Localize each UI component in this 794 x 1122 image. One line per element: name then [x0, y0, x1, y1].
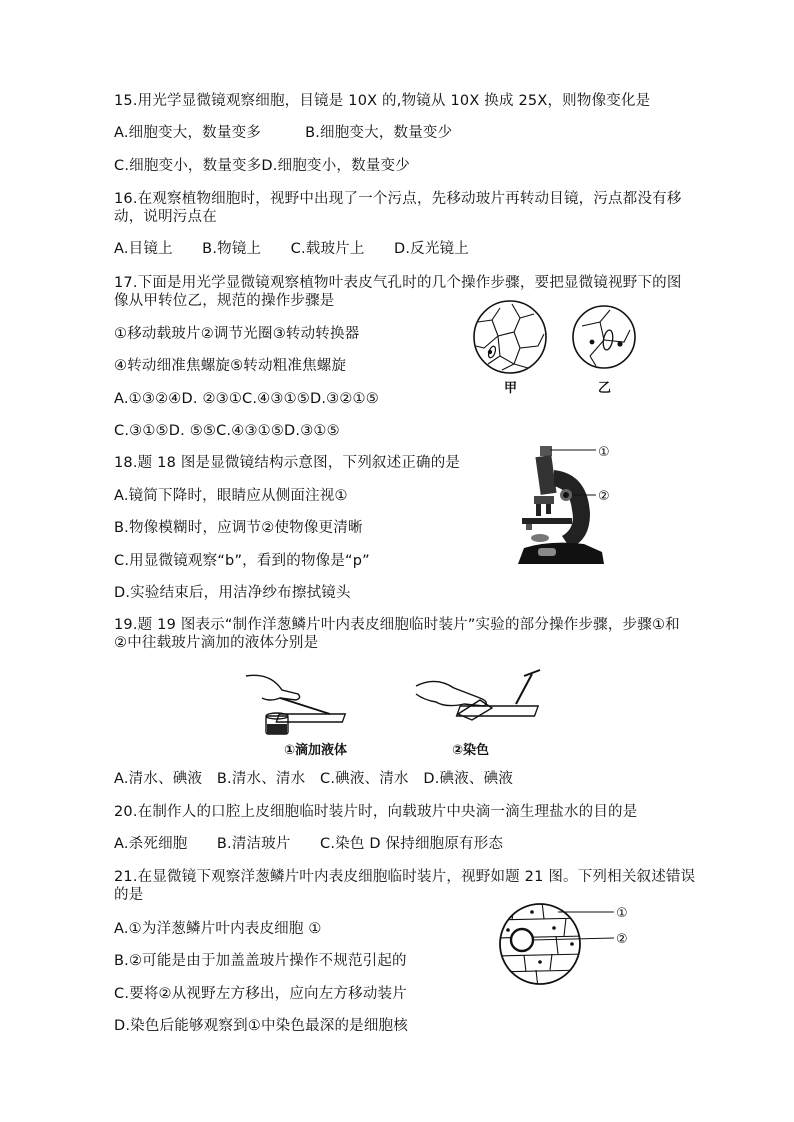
fov-label-2: ② — [616, 932, 628, 947]
fov-label-1: ① — [616, 906, 628, 921]
fig-label-yi: 乙 — [598, 381, 612, 396]
step1-drawing — [246, 675, 345, 734]
q17-steps-line1: ①移动载玻片②调节光圈③转动转换器 — [114, 326, 360, 342]
q17-options-line2: C.③①⑤D. ⑤⑤C.④③①⑤D.③①⑤ — [114, 423, 340, 439]
view-yi-circle — [573, 306, 635, 368]
q20-options: A.杀死细胞 B.清洁玻片 C.染色 D 保持细胞原有形态 — [114, 836, 504, 852]
q16-options: A.目镜上 B.物镜上 C.载玻片上 D.反光镜上 — [114, 241, 469, 257]
caption-step2: ②染色 — [452, 743, 490, 758]
microscope-label-2: ② — [598, 489, 610, 504]
fig-label-jia: 甲 — [504, 381, 518, 396]
q15-stem: 15.用光学显微镜观察细胞，目镜是 10X 的,物镜从 10X 换成 25X，则物像变化是 — [114, 93, 651, 109]
q15-options-ab: A.细胞变大，数量变多 B.细胞变大，数量变少 — [114, 125, 453, 141]
q17-stem-line1: 17.下面是用光学显微镜观察植物叶表皮气孔时的几个操作步骤，要把显微镜视野下的图 — [114, 275, 682, 291]
q19-options: A.清水、碘液 B.清水、清水 C.碘液、清水 D.碘液、碘液 — [114, 771, 514, 787]
q16-stem-line2: 动，说明污点在 — [114, 209, 217, 225]
q17-steps-line2: ④转动细准焦螺旋⑤转动粗准焦螺旋 — [114, 358, 347, 374]
q17-options-line1: A.①③②④D. ②③①C.④③①⑤D.③②①⑤ — [114, 391, 379, 407]
q21-option-a: A.①为洋葱鳞片叶内表皮细胞 ① — [114, 921, 322, 937]
q17-figure — [470, 300, 650, 396]
q21-option-d: D.染色后能够观察到①中染色最深的是细胞核 — [114, 1018, 408, 1034]
q18-option-c: C.用显微镜观察“b”，看到的物像是“p” — [114, 553, 370, 569]
view-jia-circle — [474, 301, 546, 373]
caption-step1: ①滴加液体 — [284, 743, 348, 758]
q19-figure — [240, 668, 560, 760]
q18-option-a: A.镜简下降时，眼睛应从侧面注视① — [114, 488, 348, 504]
q18-option-b: B.物像模糊时，应调节②使物像更清晰 — [114, 520, 363, 536]
q21-option-b: B.②可能是由于加盖盖玻片操作不规范引起的 — [114, 953, 407, 969]
q21-option-c: C.要将②从视野左方移出，应向左方移动装片 — [114, 986, 407, 1002]
q17-stem-line2: 像从甲转位乙，规范的操作步骤是 — [114, 293, 335, 309]
q21-stem-line2: 的是 — [114, 887, 144, 903]
q20-stem: 20.在制作人的口腔上皮细胞临时装片时，向载玻片中央滴一滴生理盐水的目的是 — [114, 804, 638, 820]
q21-stem-line1: 21.在显微镜下观察洋葱鳞片叶内表皮细胞临时装片，视野如题 21 图。下列相关叙述错误 — [114, 869, 696, 885]
q21-figure — [496, 898, 636, 990]
air-bubble — [511, 929, 533, 951]
q18-stem: 18.题 18 图是显微镜结构示意图，下列叙述正确的是 — [114, 455, 461, 471]
q19-stem-line2: ②中往载玻片滴加的液体分别是 — [114, 635, 319, 651]
q18-microscope-figure — [510, 440, 620, 572]
q16-stem-line1: 16.在观察植物细胞时，视野中出现了一个污点，先移动玻片再转动目镜，污点都没有移 — [114, 191, 682, 207]
step2-drawing — [416, 670, 540, 720]
q19-stem-line1: 19.题 19 图表示“制作洋葱鳞片叶内表皮细胞临时装片”实验的部分操作步骤，步骤①和 — [114, 617, 680, 633]
q15-options-cd: C.细胞变小，数量变多D.细胞变小，数量变少 — [114, 158, 410, 174]
microscope-label-1: ① — [598, 445, 610, 460]
q18-option-d: D.实验结束后，用洁净纱布擦拭镜头 — [114, 585, 351, 601]
